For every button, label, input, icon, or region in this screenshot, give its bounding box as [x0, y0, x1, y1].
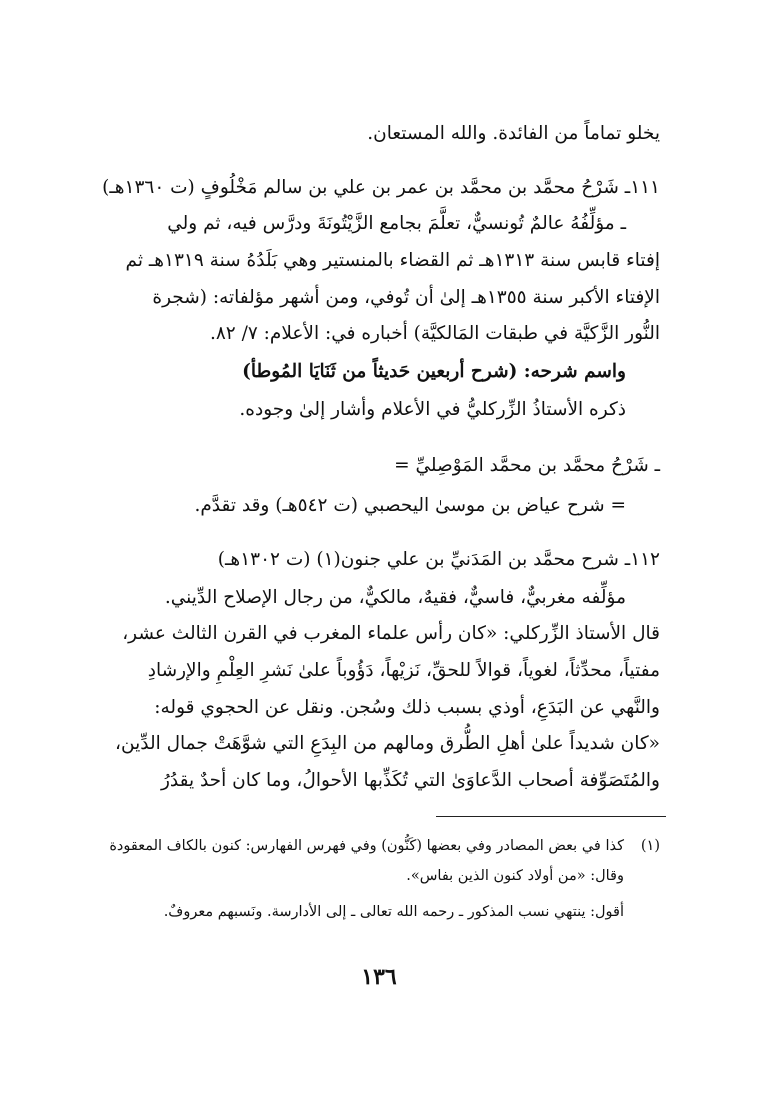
entry-111-heading: ١١١ـ شَرْحُ محمَّد بن محمَّد بن عمر بن علي بن سالم مَخْلُوفٍ (ت ١٣٦٠هـ) [102, 177, 660, 198]
commentary-title-line: واسم شرحه: (شرح أربعين حَديثاً من ثَنَايَا المُوطأ) [242, 361, 626, 382]
body-line-15: والنَّهي عن البَدَعِ، أوذي بسبب ذلك وسُجن. ونقل عن الحجوي قوله: [154, 697, 660, 718]
body-line-1: يخلو تماماً من الفائدة. والله المستعان. [367, 123, 660, 144]
body-line-16: «كان شديداً علىٰ أهلِ الطُّرق ومالهم من البِدَعِ التي شوَّهَتْ جمال الدِّين، [115, 733, 660, 754]
body-line-12: مؤلِّفه مغربيٌّ، فاسيٌّ، فقيهٌ، مالكيٌّ، من رجال الإصلاح الدِّيني. [164, 587, 626, 608]
body-line-14: مفتياً، محدِّثاً، لغوياً، قوالاً للحقِّ، نَزيْهاً، دَؤُوباً علىٰ نَشرِ العِلْمِ والإرشادِ [147, 660, 660, 681]
body-line-8: ذكره الأستاذُ الزِّركليُّ في الأعلام وأشار إلىٰ وجوده. [239, 399, 626, 420]
body-line-6: النُّور الزَّكيَّة في طبقات المَالكيَّة) أخباره في: الأعلام: ٧/ ٨٢. [209, 323, 660, 344]
footnote-line-1: كذا في بعض المصادر وفي بعضها (كَنُّون) وفي فهرس الفهارس: كنون بالكاف المعقودة [109, 838, 624, 854]
cross-reference-heading: ـ شَرْحُ محمَّد بن محمَّد المَوْصِليِّ = [394, 455, 660, 476]
body-line-13: قال الأستاذ الزِّركلي: «كان رأس علماء المغرب في القرن الثالث عشر، [122, 623, 660, 644]
page-number: ١٣٦ [361, 964, 397, 990]
body-line-17: والمُتَصَوِّفة أصحاب الدَّعاوَىٰ التي تُكَذِّبها الأحوالُ، وما كان أحدٌ يقدُرُ [160, 770, 660, 791]
cross-reference-target: = شرح عياض بن موسىٰ اليحصبي (ت ٥٤٢هـ) وقد تقدَّم. [194, 495, 626, 516]
footnote-separator [436, 816, 666, 817]
footnote-line-2: وقال: «من أولاد كنون الذين بفاس». [406, 868, 624, 884]
footnote-marker: (١) [640, 838, 660, 854]
body-line-3: ـ مؤلِّفُهُ عالمٌ تُونسيٌّ، تعلَّمَ بجامع الزَّيْتُونَةَ ودرَّس فيه، ثم ولي [167, 213, 626, 234]
body-line-4: إفتاء قابس سنة ١٣١٣هـ ثم القضاء بالمنستير وهي بَلَدُهُ سنة ١٣١٩هـ ثم [125, 250, 660, 271]
footnote-line-3: أقول: ينتهي نسب المذكور ـ رحمه الله تعالى ـ إلى الأدارسة. ونَسبهم معروفٌ. [163, 904, 624, 920]
entry-112-heading: ١١٢ـ شرح محمَّد بن المَدَنيِّ بن علي جنون(١) (ت ١٣٠٢هـ) [217, 549, 660, 570]
body-line-5: الإفتاء الأكبر سنة ١٣٥٥هـ إلىٰ أن تُوفي، ومن أشهر مؤلفاته: (شجرة [152, 287, 660, 308]
